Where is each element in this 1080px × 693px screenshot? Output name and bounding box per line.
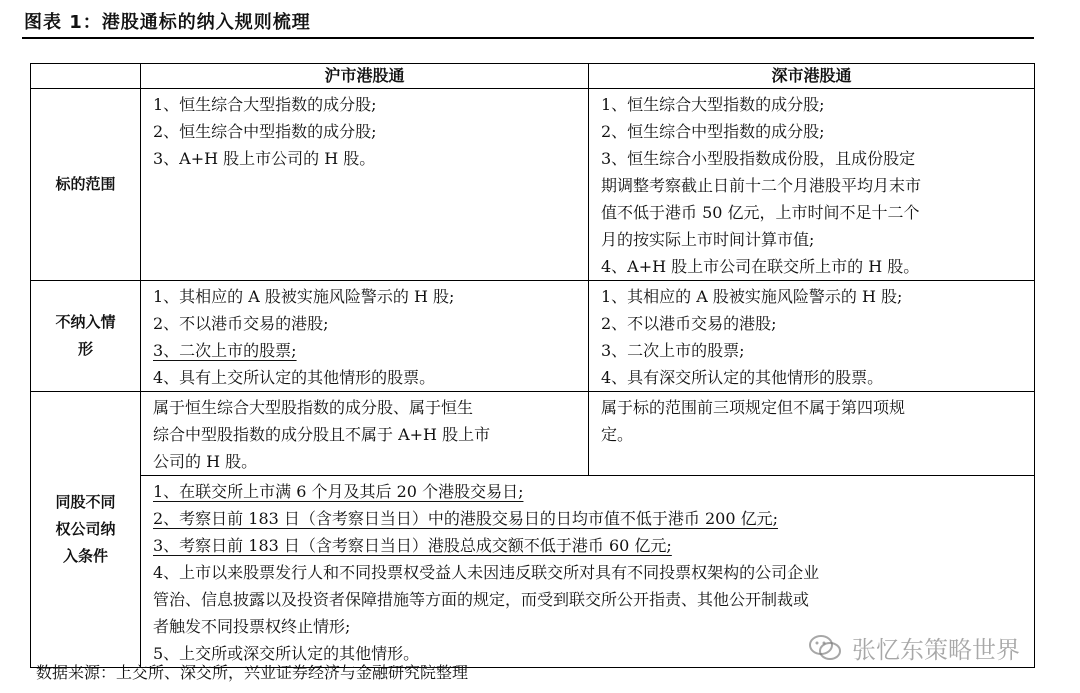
list-item: 期调整考察截止日前十二个月港股平均月末市 <box>601 176 922 195</box>
list-item: 公司的 H 股。 <box>153 452 258 471</box>
wechat-icon <box>808 633 842 663</box>
list-item: 1、恒生综合大型指数的成分股; <box>601 95 825 114</box>
table-row-wvr <box>31 392 1035 476</box>
data-source-note: 数据来源：上交所、深交所，兴业证券经济与金融研究院整理 <box>36 663 469 682</box>
list-item: 2、考察日前 183 日（含考察日当日）中的港股交易日的日均市值不低于港币 200 亿元; <box>153 509 778 528</box>
list-item: 者触发不同投票权终止情形; <box>153 617 351 636</box>
watermark <box>808 630 1020 665</box>
list-item: 4、具有上交所认定的其他情形的股票。 <box>153 368 436 387</box>
table-row-scope <box>31 89 1035 281</box>
list-item: 3、二次上市的股票; <box>153 341 297 360</box>
watermark-text: 张忆东策略世界 <box>852 636 1020 664</box>
list-item: 3、A+H 股上市公司的 H 股。 <box>153 149 376 168</box>
list-item: 1、在联交所上市满 6 个月及其后 20 个港股交易日; <box>153 482 524 501</box>
figure-title: 图表 1：港股通标的纳入规则梳理 <box>24 12 311 33</box>
list-item: 值不低于港币 50 亿元，上市时间不足十二个 <box>601 203 920 222</box>
list-item: 综合中型股指数的成分股且不属于 A+H 股上市 <box>153 425 491 444</box>
table-row-exclude <box>31 281 1035 392</box>
list-item: 3、二次上市的股票; <box>601 341 745 360</box>
cell-scope-shanghai <box>141 89 589 281</box>
cell-wvr-shanghai <box>141 392 589 476</box>
list-item: 定。 <box>601 425 634 444</box>
cell-scope-shenzhen <box>589 89 1035 281</box>
list-item: 管治、信息披露以及投资者保障措施等方面的规定，而受到联交所公开指责、其他公开制裁或 <box>153 590 810 609</box>
list-item: 1、其相应的 A 股被实施风险警示的 H 股; <box>601 287 903 306</box>
cell-exclude-shenzhen <box>589 281 1035 392</box>
row-label-exclude: 不纳入情 形 <box>31 281 141 392</box>
list-item: 1、其相应的 A 股被实施风险警示的 H 股; <box>153 287 455 306</box>
list-item: 2、不以港币交易的港股; <box>153 314 329 333</box>
list-item: 4、上市以来股票发行人和不同投票权受益人未因违反联交所对具有不同投票权架构的公司企业 <box>153 563 820 582</box>
list-item: 2、恒生综合中型指数的成分股; <box>601 122 825 141</box>
list-item: 属于标的范围前三项规定但不属于第四项规 <box>601 398 906 417</box>
row-label-scope: 标的范围 <box>31 89 141 281</box>
list-item: 3、考察日前 183 日（含考察日当日）港股总成交额不低于港币 60 亿元; <box>153 536 672 555</box>
list-item: 月的按实际上市时间计算市值; <box>601 230 815 249</box>
list-item: 属于恒生综合大型股指数的成分股、属于恒生 <box>153 398 474 417</box>
header-shenzhen: 深市港股通 <box>589 64 1035 89</box>
row-label-wvr: 同股不同 权公司纳 入条件 <box>31 392 141 668</box>
list-item: 2、恒生综合中型指数的成分股; <box>153 122 377 141</box>
list-item: 2、不以港币交易的港股; <box>601 314 777 333</box>
list-item: 1、恒生综合大型指数的成分股; <box>153 95 377 114</box>
cell-wvr-shenzhen <box>589 392 1035 476</box>
list-item: 4、具有深交所认定的其他情形的股票。 <box>601 368 884 387</box>
header-shanghai: 沪市港股通 <box>141 64 589 89</box>
rules-table <box>30 63 1035 668</box>
cell-exclude-shanghai <box>141 281 589 392</box>
header-empty <box>31 64 141 89</box>
list-item: 3、恒生综合小型股指数成份股，且成份股定 <box>601 149 916 168</box>
title-divider <box>22 37 1034 39</box>
list-item: 4、A+H 股上市公司在联交所上市的 H 股。 <box>601 257 920 276</box>
list-item: 5、上交所或深交所认定的其他情形。 <box>153 644 420 663</box>
table-header-row <box>31 64 1035 89</box>
